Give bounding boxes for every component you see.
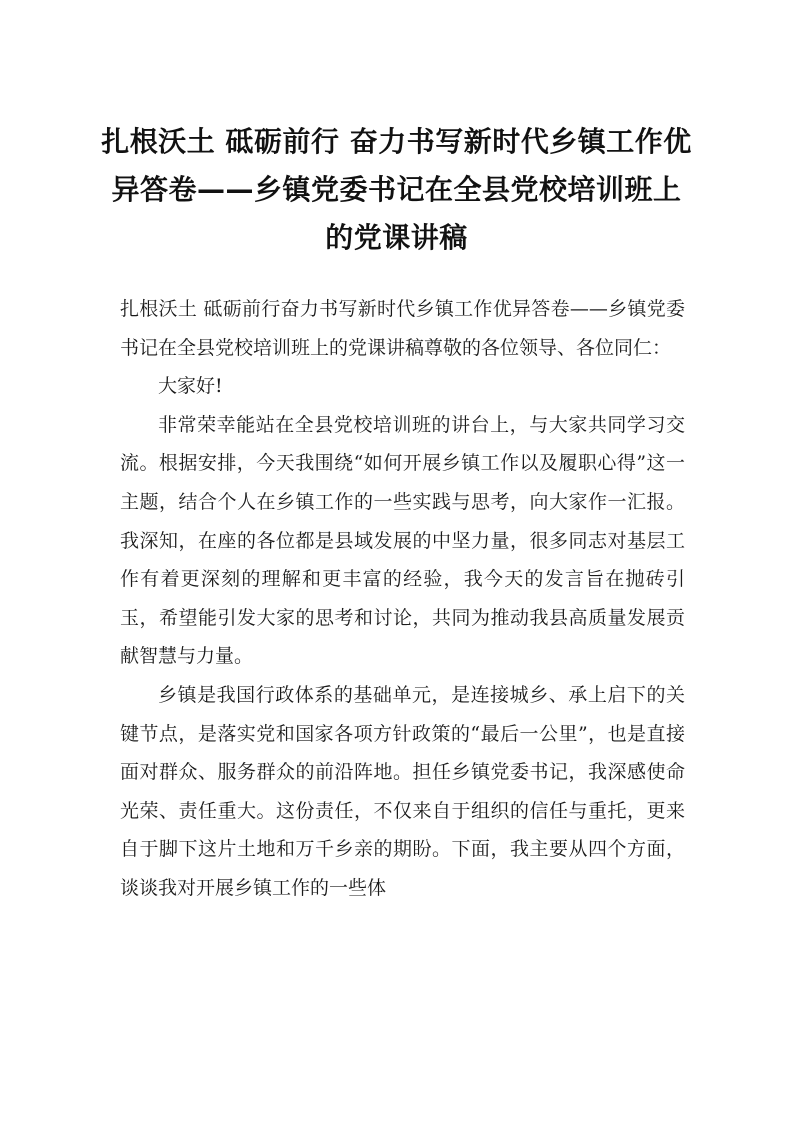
greeting-paragraph: 大家好! <box>158 375 223 398</box>
opening-paragraph: 扎根沃土 砥砺前行奋力书写新时代乡镇工作优异答卷——乡镇党委书记在全县党校培训班上的党课讲稿尊敬的各位领导、各位同仁： <box>120 298 685 359</box>
document-title: 扎根沃土 砥砺前行 奋力书写新时代乡镇工作优异答卷——乡镇党委书记在全县党校培训班上的党课讲稿 <box>101 125 692 254</box>
body-paragraph: 非常荣幸能站在全县党校培训班的讲台上，与大家共同学习交流。根据安排，今天我围绕“如何开展乡镇工作以及履职心得”这一主题，结合个人在乡镇工作的一些实践与思考，向大家作一汇报。我深知，在座的各位都是县域发展的中坚力量，很多同志对基层工作有着更深刻的理解和更丰富的经验，我今天的发言旨在抛砖引玉，希望能引发大家的思考和讨论，共同为推动我县高质量发展贡献智慧与力量。 <box>120 413 685 668</box>
document-body <box>120 290 685 908</box>
body-paragraph: 乡镇是我国行政体系的基础单元，是连接城乡、承上启下的关键节点，是落实党和国家各项方针政策的“最后一公里”，也是直接面对群众、服务群众的前沿阵地。担任乡镇党委书记，我深感使命光荣、责任重大。这份责任，不仅来自于组织的信任与重托，更来自于脚下这片土地和万千乡亲的期盼。下面，我主要从四个方面，谈谈我对开展乡镇工作的一些体 <box>120 683 685 899</box>
